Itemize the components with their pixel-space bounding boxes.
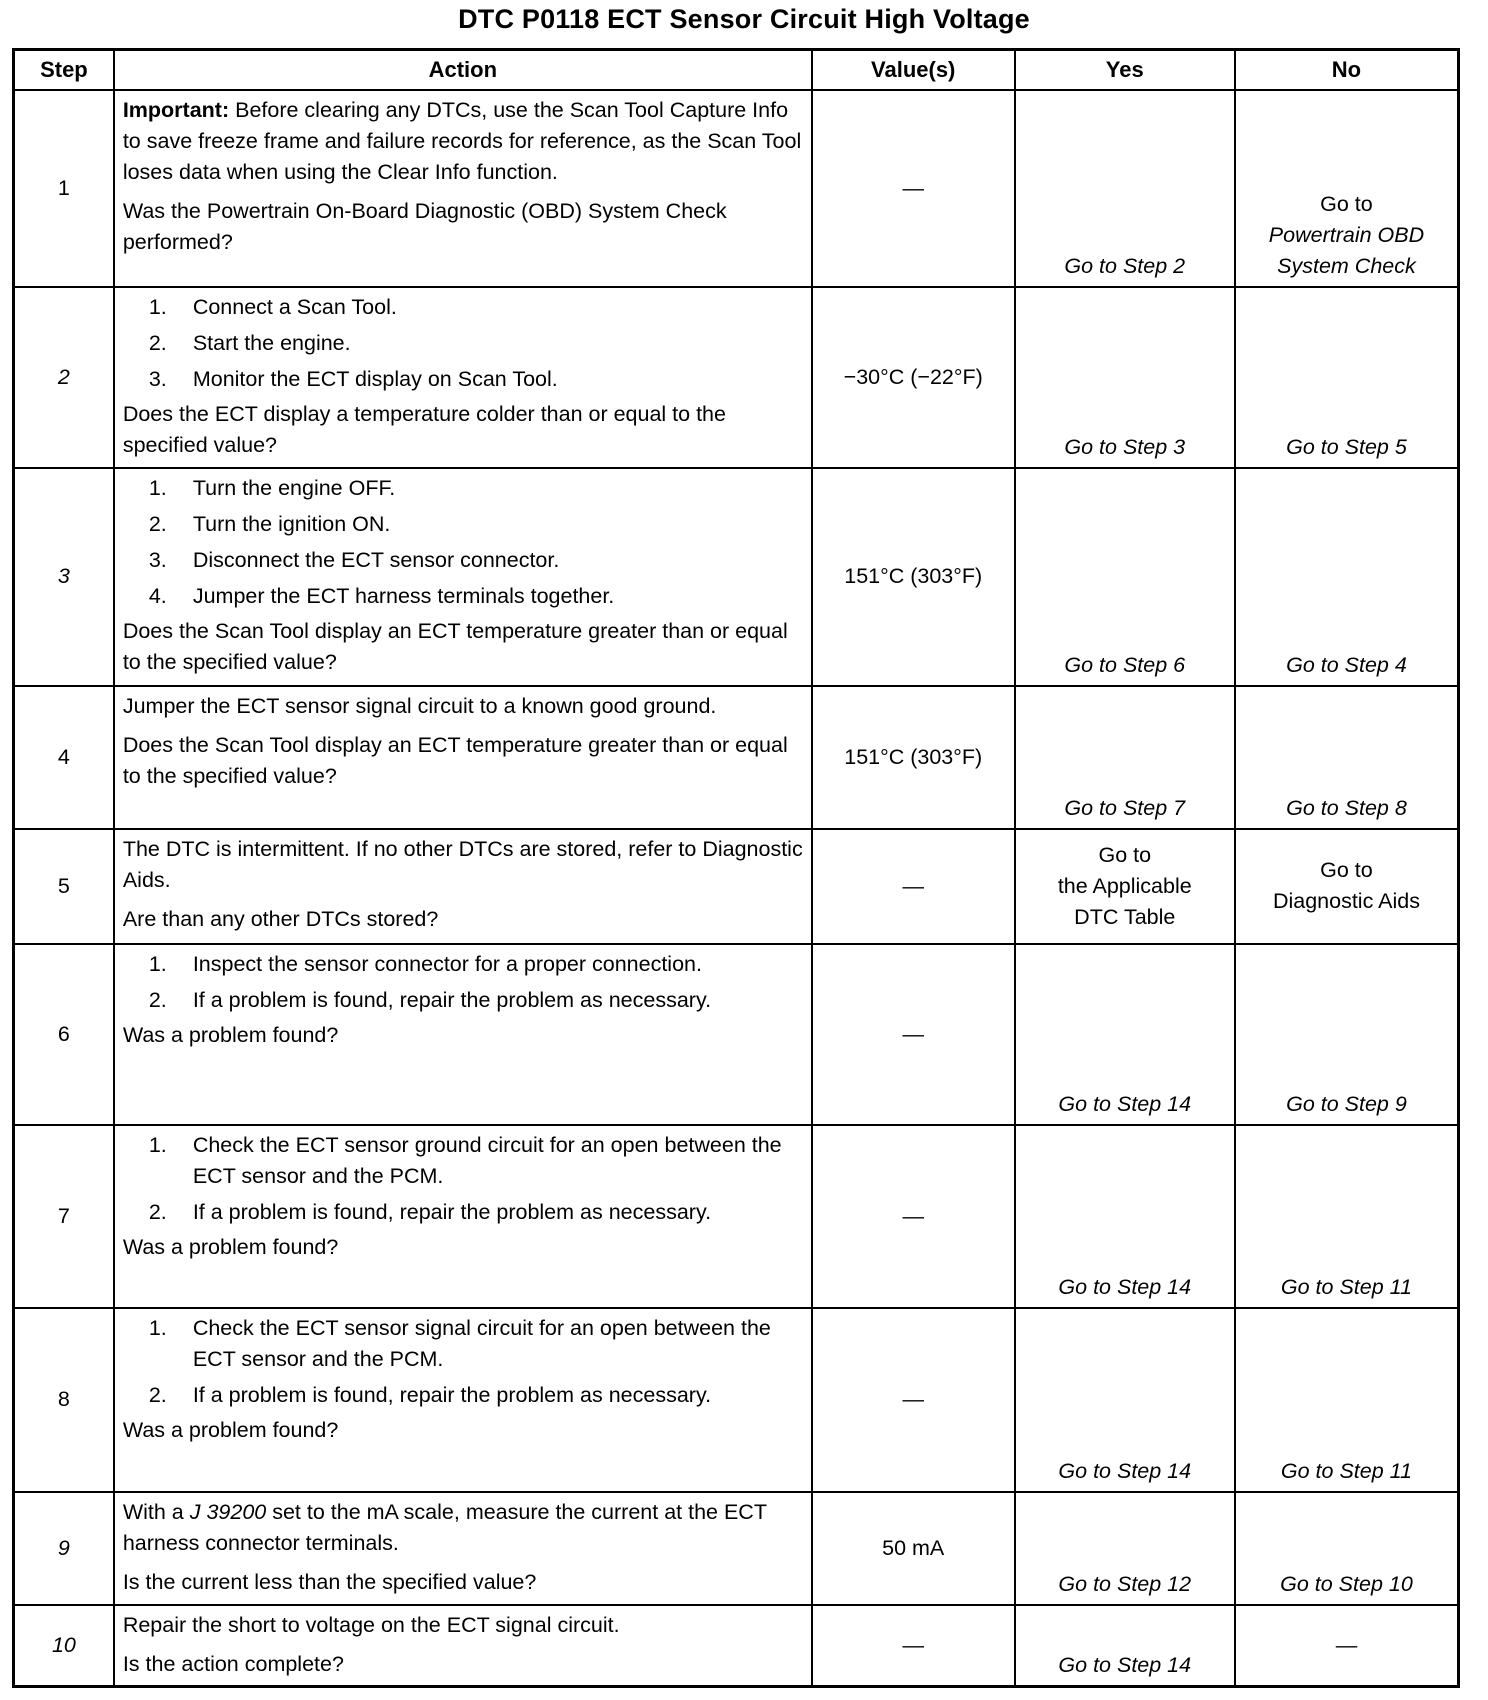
- table-row: [14, 468, 1459, 685]
- action-question: Are than any other DTCs stored?: [122, 907, 439, 932]
- step-number: 8: [14, 1308, 114, 1492]
- action-question: Is the current less than the specified value?: [122, 1569, 537, 1594]
- yes-cell: Go to Step 14: [1015, 1605, 1235, 1687]
- table-row: [14, 1492, 1459, 1605]
- table-row: [14, 944, 1459, 1125]
- value-cell: —: [812, 829, 1015, 943]
- page-title: DTC P0118 ECT Sensor Circuit High Voltage: [458, 4, 1030, 34]
- action-list: [123, 949, 803, 1016]
- action-text: Jumper the ECT sensor signal circuit to a known good ground.: [122, 693, 717, 718]
- no-cell: [1235, 90, 1459, 287]
- table-row: [14, 829, 1459, 943]
- list-item: 1. Turn the engine OFF.: [148, 476, 396, 501]
- action-list: [123, 1313, 803, 1411]
- action-cell: [114, 829, 812, 943]
- list-item: 3. Disconnect the ECT sensor connector.: [148, 548, 560, 573]
- step-number: 4: [14, 686, 114, 830]
- table-row: [14, 90, 1459, 287]
- no-cell: Go to Step 9: [1235, 944, 1459, 1125]
- list-item: 2. If a problem is found, repair the problem as necessary.: [148, 1382, 712, 1407]
- no-cell: Go to Step 10: [1235, 1492, 1459, 1605]
- action-text: Repair the short to voltage on the ECT signal circuit.: [122, 1613, 620, 1637]
- no-cell: Go to Step 5: [1235, 287, 1459, 468]
- value-cell: —: [812, 90, 1015, 287]
- value-cell: —: [812, 1605, 1015, 1687]
- step-number: 1: [14, 90, 114, 287]
- header-step: Step: [14, 50, 114, 91]
- value-cell: 50 mA: [812, 1492, 1015, 1605]
- list-item: 1. Check the ECT sensor signal circuit for an open between the ECT sensor and the PCM.: [148, 1315, 771, 1371]
- table-header-row: [14, 50, 1459, 91]
- list-item: 1. Check the ECT sensor ground circuit for an open between the ECT sensor and the PCM.: [148, 1132, 782, 1188]
- yes-cell: Go to Step 12: [1015, 1492, 1235, 1605]
- action-question: Does the ECT display a temperature colder than or equal to the specified value?: [122, 402, 726, 458]
- step-number: 9: [14, 1492, 114, 1605]
- no-cell: Go to Step 8: [1235, 686, 1459, 830]
- action-question: Was a problem found?: [122, 1417, 339, 1442]
- action-list: [123, 292, 803, 395]
- list-item: 2. Start the engine.: [148, 331, 351, 356]
- list-item: 2. If a problem is found, repair the problem as necessary.: [148, 1199, 712, 1224]
- action-cell: [114, 1492, 812, 1605]
- yes-cell: Go to Step 14: [1015, 1125, 1235, 1308]
- step-number: 7: [14, 1125, 114, 1308]
- action-list: [123, 1130, 803, 1228]
- no-line: Powertrain OBD: [1268, 223, 1425, 248]
- no-line: Diagnostic Aids: [1272, 889, 1420, 914]
- step-number: 5: [14, 829, 114, 943]
- value-cell: —: [812, 1125, 1015, 1308]
- yes-cell: [1015, 829, 1235, 943]
- list-item: 2. Turn the ignition ON.: [148, 512, 391, 537]
- header-action: Action: [114, 50, 812, 91]
- list-item: 1. Connect a Scan Tool.: [148, 295, 397, 320]
- yes-line: DTC Table: [1074, 904, 1176, 929]
- dtc-table: [12, 48, 1460, 1688]
- action-cell: [114, 1125, 812, 1308]
- table-row: [14, 1605, 1459, 1687]
- header-yes: Yes: [1015, 50, 1235, 91]
- action-cell: [114, 468, 812, 685]
- table-row: [14, 287, 1459, 468]
- yes-cell: Go to Step 3: [1015, 287, 1235, 468]
- action-cell: [114, 944, 812, 1125]
- step-number: 3: [14, 468, 114, 685]
- list-item: 2. If a problem is found, repair the problem as necessary.: [148, 987, 712, 1012]
- action-question: Was a problem found?: [122, 1022, 339, 1047]
- value-cell: 151°C (303°F): [812, 468, 1015, 685]
- list-item: 3. Monitor the ECT display on Scan Tool.: [148, 367, 558, 392]
- table-row: [14, 686, 1459, 830]
- no-cell: Go to Step 11: [1235, 1125, 1459, 1308]
- no-line: Go to: [1320, 192, 1373, 217]
- yes-cell: Go to Step 14: [1015, 1308, 1235, 1492]
- value-cell: 151°C (303°F): [812, 686, 1015, 830]
- yes-cell: Go to Step 6: [1015, 468, 1235, 685]
- value-cell: —: [812, 944, 1015, 1125]
- value-cell: —: [812, 1308, 1015, 1492]
- list-item: 4. Jumper the ECT harness terminals together.: [148, 584, 615, 609]
- value-cell: −30°C (−22°F): [812, 287, 1015, 468]
- no-cell: [1235, 829, 1459, 943]
- no-cell: Go to Step 11: [1235, 1308, 1459, 1492]
- action-text: With a J 39200 set to the mA scale, measure the current at the ECT harness connector terminals.: [122, 1499, 767, 1555]
- header-no: No: [1235, 50, 1459, 91]
- action-question: Is the action complete?: [122, 1652, 344, 1676]
- action-cell: [114, 1605, 812, 1687]
- action-question: Was a problem found?: [122, 1234, 339, 1259]
- yes-cell: Go to Step 14: [1015, 944, 1235, 1125]
- no-line: System Check: [1277, 254, 1416, 279]
- yes-cell: Go to Step 7: [1015, 686, 1235, 830]
- important-text: Before clearing any DTCs, use the Scan Tool Capture Info to save freeze frame and failure records for reference, as the Scan Tool loses data when using the Clear Info function.: [122, 98, 802, 184]
- action-cell: [114, 287, 812, 468]
- header-values: Value(s): [812, 50, 1015, 91]
- action-cell: [114, 686, 812, 830]
- list-item: 1. Inspect the sensor connector for a proper connection.: [148, 951, 702, 976]
- action-question: Was the Powertrain On-Board Diagnostic (OBD) System Check performed?: [122, 199, 727, 254]
- step-number: 6: [14, 944, 114, 1125]
- important-note: [123, 95, 803, 188]
- action-cell: [114, 90, 812, 287]
- no-cell: —: [1235, 1605, 1459, 1687]
- yes-line: Go to: [1098, 842, 1152, 867]
- yes-line: the Applicable: [1057, 873, 1192, 898]
- yes-cell: Go to Step 2: [1015, 90, 1235, 287]
- table-row: [14, 1308, 1459, 1492]
- action-question: Does the Scan Tool display an ECT temperature greater than or equal to the specified value?: [122, 619, 788, 675]
- action-question: Does the Scan Tool display an ECT temperature greater than or equal to the specified value?: [122, 732, 788, 788]
- no-cell: Go to Step 4: [1235, 468, 1459, 685]
- table-row: [14, 1125, 1459, 1308]
- important-label: Important:: [122, 98, 230, 122]
- action-text: The DTC is intermittent. If no other DTCs are stored, refer to Diagnostic Aids.: [122, 837, 803, 893]
- step-number: 10: [14, 1605, 114, 1687]
- step-number: 2: [14, 287, 114, 468]
- no-line: Go to: [1320, 858, 1373, 883]
- action-list: [123, 473, 803, 612]
- tool-name: J 39200: [189, 1499, 267, 1524]
- action-cell: [114, 1308, 812, 1492]
